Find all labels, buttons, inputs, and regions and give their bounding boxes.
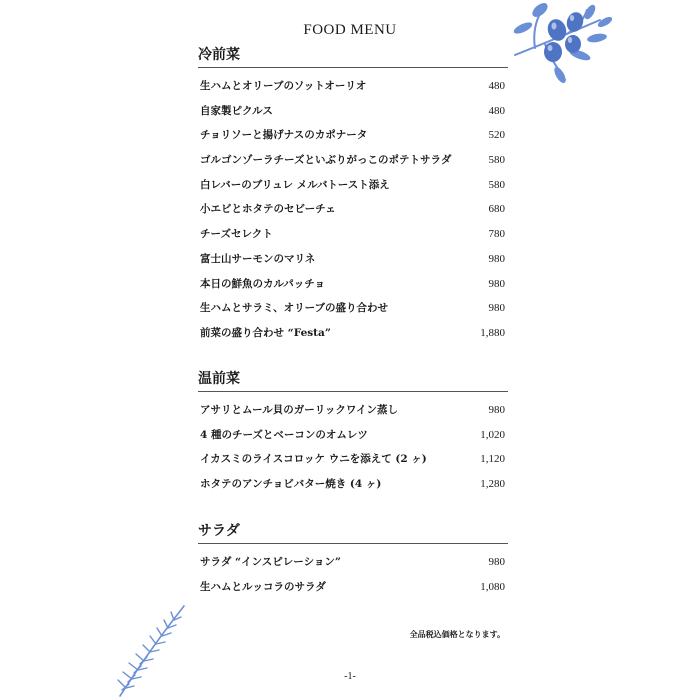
menu-item <box>198 74 508 99</box>
menu-item-price: 980 <box>488 302 505 315</box>
section-salads <box>198 520 508 599</box>
menu-item-name: ホタテのアンチョビバター焼き (4 ヶ) <box>200 478 382 491</box>
menu-item <box>198 197 508 222</box>
menu-item <box>198 321 508 346</box>
menu-item-name: 生ハムとサラミ、オリーブの盛り合わせ <box>200 302 389 315</box>
section-heading: 冷前菜 <box>198 44 508 68</box>
rosemary-sprig-illustration <box>112 600 190 700</box>
menu-item-price: 480 <box>488 80 505 92</box>
menu-item <box>198 423 508 448</box>
menu-item <box>198 575 508 600</box>
menu-item-name: 生ハムとルッコラのサラダ <box>200 580 326 593</box>
menu-item-price: 480 <box>488 104 505 117</box>
menu-item <box>198 398 508 423</box>
menu-item-price: 1,880 <box>480 326 505 339</box>
menu-item <box>198 222 508 247</box>
menu-item-price: 980 <box>488 556 505 568</box>
menu-item-name: ゴルゴンゾーラチーズといぶりがっこのポテトサラダ <box>200 154 452 167</box>
menu-item-name: チーズセレクト <box>200 228 273 241</box>
menu-item-price: 1,020 <box>480 428 505 441</box>
section-heading: 温前菜 <box>198 368 508 392</box>
menu-item-name: 富士山サーモンのマリネ <box>200 252 316 265</box>
olive-branch-illustration <box>505 0 615 85</box>
menu-item <box>198 173 508 198</box>
menu-item <box>198 99 508 124</box>
menu-item-price: 1,120 <box>480 453 505 466</box>
menu-item <box>198 447 508 472</box>
menu-item-name: アサリとムール貝のガーリックワイン蒸し <box>200 404 399 416</box>
menu-item-price: 580 <box>488 154 505 167</box>
menu-item-price: 1,080 <box>480 580 505 593</box>
menu-item <box>198 123 508 148</box>
menu-item-name: 4 種のチーズとベーコンのオムレツ <box>200 428 368 441</box>
menu-item <box>198 550 508 575</box>
menu-item-name: 前菜の盛り合わせ “Festa” <box>200 326 331 339</box>
section-warm-appetizers <box>198 368 508 497</box>
page-number: -1- <box>344 671 356 682</box>
menu-item <box>198 296 508 321</box>
menu-item-price: 580 <box>488 178 505 191</box>
menu-item-price: 980 <box>488 277 505 290</box>
section-heading: サラダ <box>198 520 508 544</box>
menu-item-name: 本日の鮮魚のカルパッチョ <box>200 277 325 290</box>
menu-item-name: 自家製ピクルス <box>200 104 273 117</box>
menu-item <box>198 148 508 173</box>
menu-item-name: 小エビとホタテのセビーチェ <box>200 203 336 216</box>
menu-item-price: 980 <box>488 404 505 416</box>
menu-item <box>198 247 508 272</box>
menu-item <box>198 272 508 297</box>
menu-item-price: 520 <box>488 129 505 142</box>
menu-title: FOOD MENU <box>303 22 397 38</box>
menu-item-price: 680 <box>488 203 505 216</box>
menu-item-price: 780 <box>488 228 505 241</box>
menu-item <box>198 472 508 497</box>
menu-item-price: 1,280 <box>480 478 505 491</box>
menu-item-name: チョリソーと揚げナスのカポナータ <box>200 129 368 142</box>
tax-note: 全品税込価格となります。 <box>409 629 505 639</box>
section-cold-appetizers <box>198 44 508 346</box>
menu-item-price: 980 <box>488 252 505 265</box>
menu-item-name: 生ハムとオリーブのソットオーリオ <box>200 80 367 92</box>
menu-item-name: イカスミのライスコロッケ ウニを添えて (2 ヶ) <box>200 453 427 466</box>
menu-item-name: サラダ “インスピレーション” <box>200 556 341 568</box>
menu-item-name: 白レバーのブリュレ メルバトースト添え <box>200 178 390 191</box>
